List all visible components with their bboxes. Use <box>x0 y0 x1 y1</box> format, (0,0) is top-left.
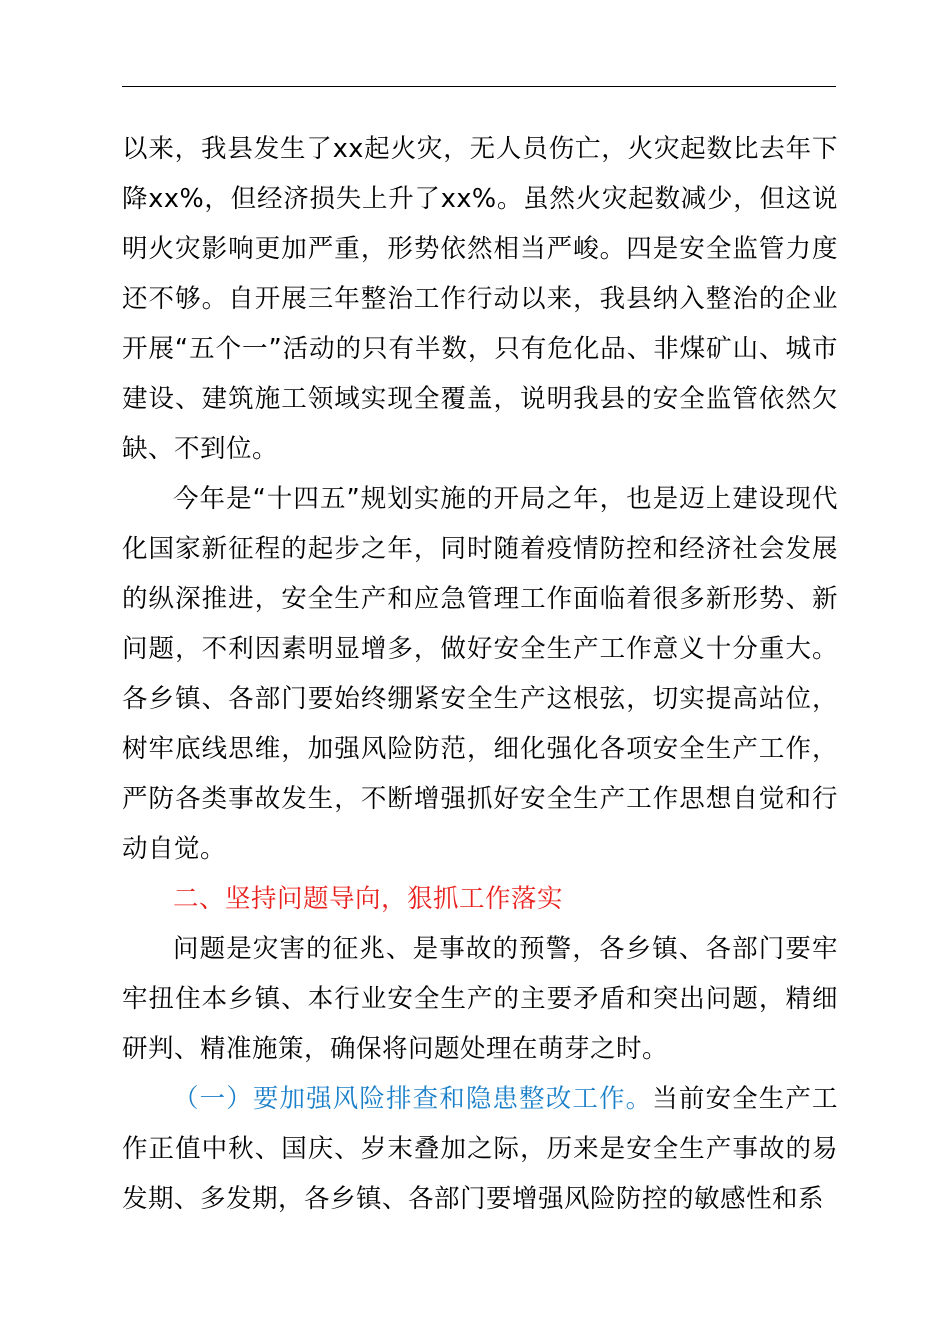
subsection-heading: （一）要加强风险排查和隐患整改工作。 <box>173 1084 653 1114</box>
subsection-text: 当前安全生产工作正值中秋、国庆、岁末叠加之际，历来是安全生产事故的易发期、多发期，各乡镇、各部门要增强风险防控的敏感性和系 <box>122 1084 838 1214</box>
header-rule <box>122 86 836 87</box>
paragraph-fourteenth-five-year: 今年是“十四五”规划实施的开局之年，也是迈上建设现代化国家新征程的起步之年，同时随着疫情防控和经济社会发展的纵深推进，安全生产和应急管理工作面临着很多新形势、新问题，不利因素明显增多，做好安全生产工作意义十分重大。各乡镇、各部门要始终绷紧安全生产这根弦，切实提高站位，树牢底线思维，加强风险防范，细化强化各项安全生产工作，严防各类事故发生，不断增强抓好安全生产工作思想自觉和行动自觉。 <box>122 484 838 864</box>
section-heading: 二、坚持问题导向，狠抓工作落实 <box>173 884 564 914</box>
section-paragraph: 问题是灾害的征兆、是事故的预警，各乡镇、各部门要牢牢扭住本乡镇、本行业安全生产的主要矛盾和突出问题，精细研判、精准施策，确保将问题处理在萌芽之时。 <box>122 934 838 1064</box>
subsection-paragraph <box>122 1074 838 1224</box>
paragraph-continuation: 以来，我县发生了xx起火灾，无人员伤亡，火灾起数比去年下降xx%，但经济损失上升了xx%。虽然火灾起数减少，但这说明火灾影响更加严重，形势依然相当严峻。四是安全监管力度还不够。自开展三年整治工作行动以来，我县纳入整治的企业开展“五个一”活动的只有半数，只有危化品、非煤矿山、城市建设、建筑施工领域实现全覆盖，说明我县的安全监管依然欠缺、不到位。 <box>122 134 838 464</box>
document-body <box>122 124 838 1224</box>
